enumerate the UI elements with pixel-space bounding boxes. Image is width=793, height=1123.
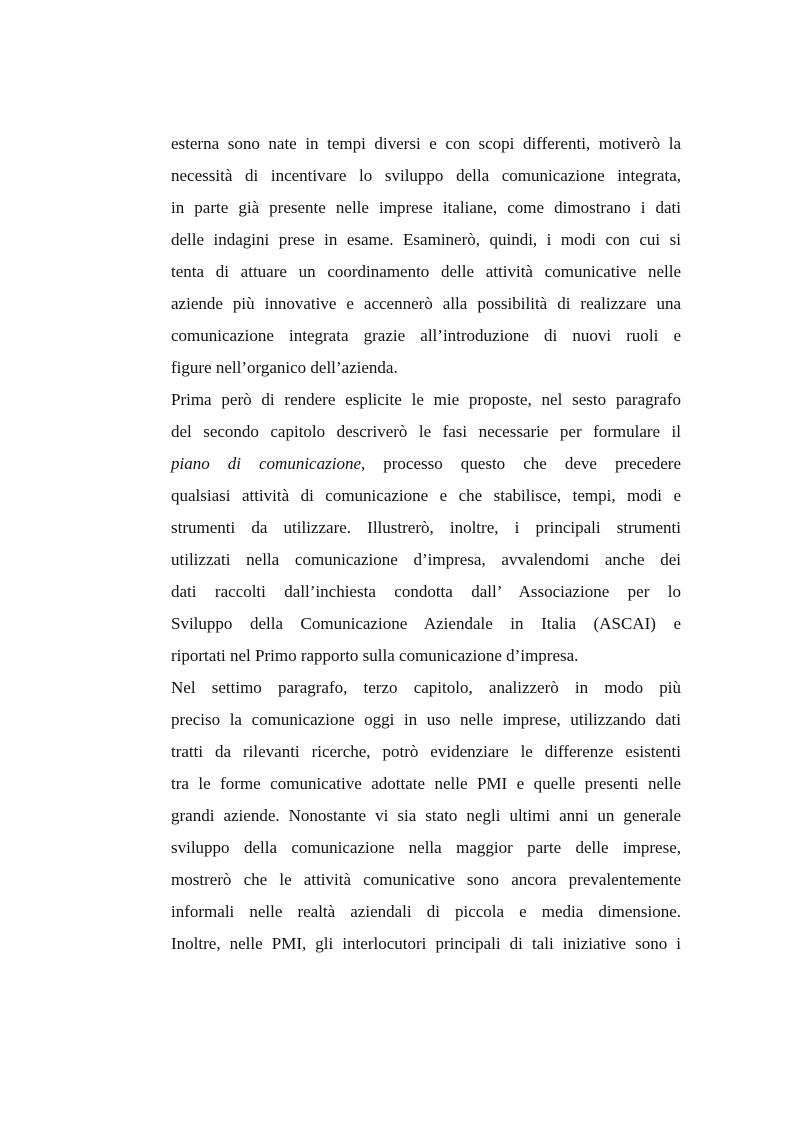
line-text: grandi aziende. Nonostante vi sia stato negli ultimi anni un generale [171, 806, 681, 825]
line-text: comunicazione integrata grazie all’introduzione di nuovi ruoli e [171, 326, 681, 345]
line-text: necessità di incentivare lo sviluppo della comunicazione integrata, [171, 166, 681, 185]
text-line [171, 160, 681, 192]
text-line [171, 512, 681, 544]
line-text: aziende più innovative e accennerò alla possibilità di realizzare una [171, 294, 681, 313]
line-text: utilizzati nella comunicazione d’impresa, avvalendomi anche dei [171, 550, 681, 569]
text-line [171, 608, 681, 640]
text-line [171, 544, 681, 576]
text-line [171, 192, 681, 224]
text-line [171, 288, 681, 320]
text-line [171, 928, 681, 960]
line-text: informali nelle realtà aziendali di piccola e media dimensione. [171, 902, 681, 921]
italic-term: piano di comunicazione [171, 454, 361, 473]
line-text: dati raccolti dall’inchiesta condotta dall’ Associazione per lo [171, 582, 681, 601]
text-line [171, 896, 681, 928]
text-line [171, 768, 681, 800]
line-text: Sviluppo della Comunicazione Aziendale in Italia (ASCAI) e [171, 614, 681, 633]
text-line [171, 864, 681, 896]
body-text [171, 128, 681, 960]
text-line [171, 672, 681, 704]
text-line [171, 832, 681, 864]
line-text: tenta di attuare un coordinamento delle attività comunicative nelle [171, 262, 681, 281]
text-line [171, 736, 681, 768]
line-text: tra le forme comunicative adottate nelle PMI e quelle presenti nelle [171, 774, 681, 793]
text-line [171, 416, 681, 448]
line-text: mostrerò che le attività comunicative sono ancora prevalentemente [171, 870, 681, 889]
text-line [171, 352, 681, 384]
line-text: Prima però di rendere esplicite le mie proposte, nel sesto paragrafo [171, 390, 681, 409]
text-line [171, 480, 681, 512]
line-text: in parte già presente nelle imprese italiane, come dimostrano i dati [171, 198, 681, 217]
line-text: Inoltre, nelle PMI, gli interlocutori principali di tali iniziative sono i [171, 934, 681, 953]
text-line [171, 640, 681, 672]
text-line [171, 448, 681, 480]
line-text: strumenti da utilizzare. Illustrerò, inoltre, i principali strumenti [171, 518, 681, 537]
text-line [171, 256, 681, 288]
text-line [171, 128, 681, 160]
line-text: , processo questo che deve precedere [360, 454, 681, 473]
text-line [171, 384, 681, 416]
line-text: sviluppo della comunicazione nella maggior parte delle imprese, [171, 838, 681, 857]
line-text: esterna sono nate in tempi diversi e con scopi differenti, motiverò la [171, 134, 681, 153]
text-line [171, 224, 681, 256]
text-line [171, 704, 681, 736]
line-text: preciso la comunicazione oggi in uso nelle imprese, utilizzando dati [171, 710, 681, 729]
text-line [171, 576, 681, 608]
line-text: riportati nel Primo rapporto sulla comunicazione d’impresa. [171, 646, 579, 665]
text-line [171, 320, 681, 352]
line-text: del secondo capitolo descriverò le fasi necessarie per formulare il [171, 422, 681, 441]
line-text: Nel settimo paragrafo, terzo capitolo, analizzerò in modo più [171, 678, 681, 697]
text-line [171, 800, 681, 832]
line-text: tratti da rilevanti ricerche, potrò evidenziare le differenze esistenti [171, 742, 681, 761]
line-text: delle indagini prese in esame. Esaminerò, quindi, i modi con cui si [171, 230, 681, 249]
line-text: figure nell’organico dell’azienda. [171, 358, 398, 377]
line-text: qualsiasi attività di comunicazione e che stabilisce, tempi, modi e [171, 486, 681, 505]
